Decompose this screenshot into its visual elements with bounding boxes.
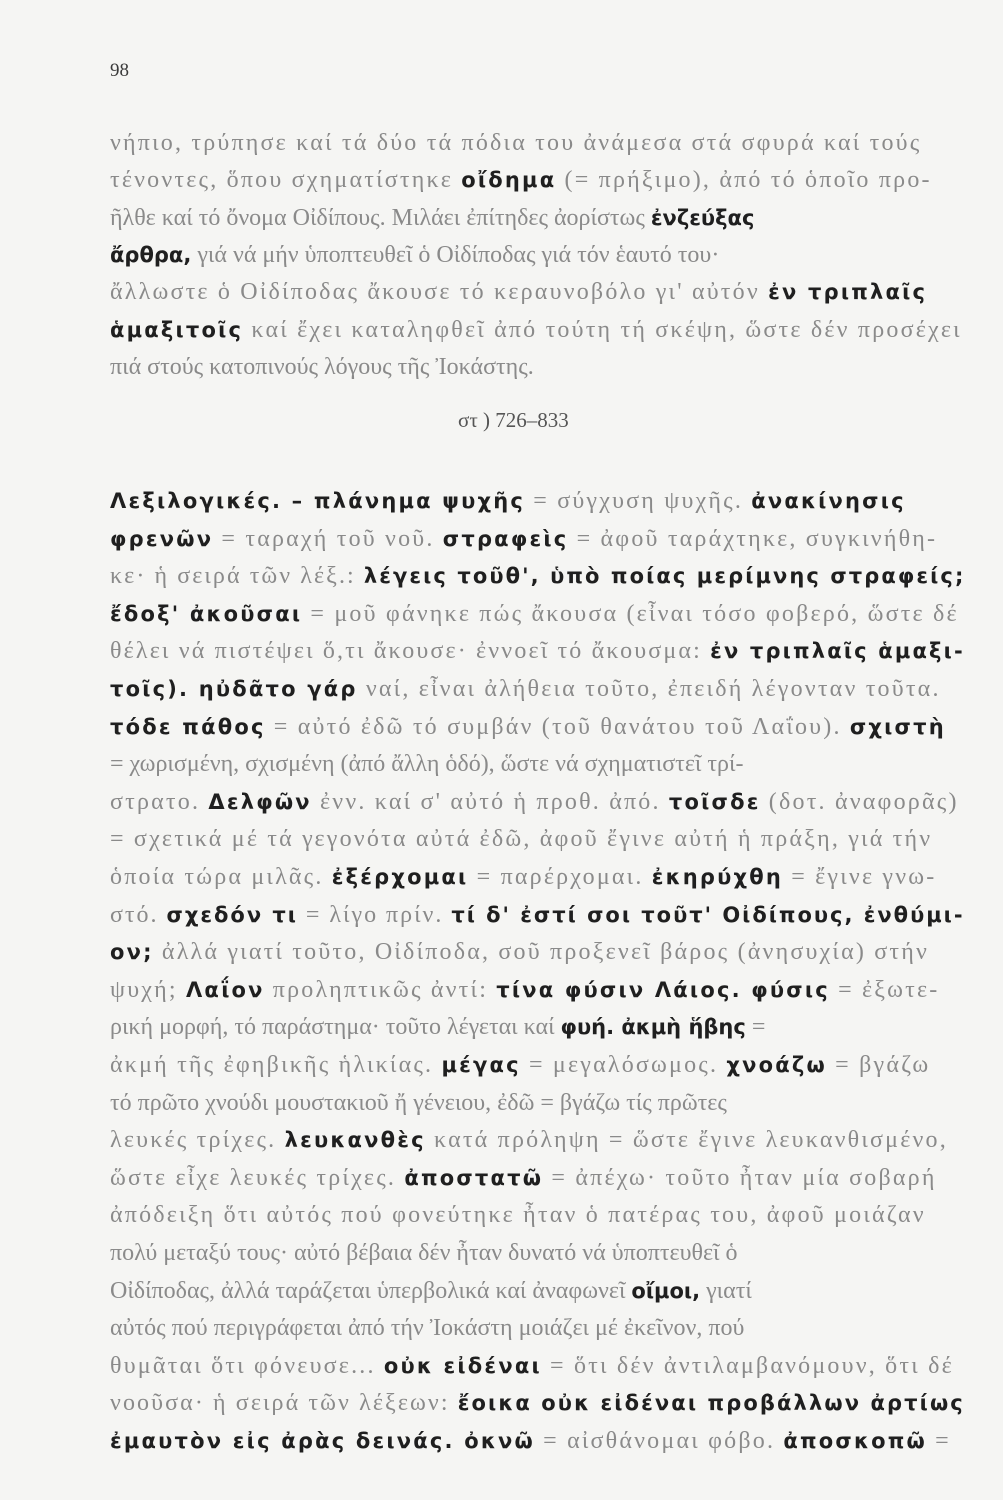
bold-term: φρενῶν: [110, 526, 214, 551]
text-line: [110, 1351, 954, 1381]
text-run: ἀπόδειξη ὅτι αὐτός πού φονεύτηκε ἦταν ὁ πατέρας του, ἀφοῦ μοιάζαν: [110, 1202, 926, 1229]
text-run: πιά στούς κατοπινούς λόγους τῆς Ἰοκάστης.: [110, 353, 534, 380]
text-run: λευκές τρίχες.: [110, 1127, 285, 1154]
bold-term: ἐν τριπλαῖς: [768, 280, 928, 305]
text-run: = μεγαλόσωμος.: [520, 1052, 727, 1078]
text-line: [110, 1388, 965, 1418]
text-run: ψυχή;: [110, 976, 186, 1003]
text-line: [110, 1050, 930, 1080]
text-run: = μοῦ φάνηκε πώς ἄκουσα (εἶναι τόσο φοβερό, ὥστε δέ: [302, 600, 959, 627]
text-line: [110, 937, 929, 967]
bold-term: μέγας: [441, 1053, 521, 1077]
bold-term: τοῖς). ηὐδᾶτο γάρ: [110, 677, 358, 701]
text-run: αὐτός πού περιγράφεται ἀπό τήν Ἰοκάστη μοιάζει μέ ἐκεῖνον, πού: [110, 1315, 745, 1342]
text-run: ῆλθε καί τό ὄνομα Οἰδίπους. Μιλάει ἐπίτηδες ἀορίστως: [110, 204, 651, 231]
page-number: 98: [110, 60, 129, 81]
text-run: = παρέρχομαι.: [468, 864, 652, 890]
text-line: [110, 1200, 926, 1230]
text-run: (= πρήξιμο), ἀπό τό ὁποῖο προ-: [556, 167, 932, 194]
text-line: [110, 277, 927, 307]
bold-term: στραφεὶς: [442, 526, 569, 551]
text-run: κε· ἡ σειρά τῶν λέξ.:: [110, 563, 364, 590]
text-run: προληπτικῶς ἀντί:: [264, 976, 497, 1003]
bold-term: ἀποστατῶ: [404, 1165, 544, 1190]
text-line: [110, 1125, 948, 1155]
text-run: Οἰδίποδας, ἀλλά ταράζεται ὑπερβολικά καί ἀναφωνεῖ: [110, 1277, 632, 1304]
text-run: τό πρῶτο χνούδι μουστακιοῦ ἤ γένειου, ἐδῶ = βγάζω τίς πρῶτες: [110, 1089, 727, 1116]
text-run: γιά νά μήν ὑποπτευθεῖ ὁ Οἰδίποδας γιά τόν ἑαυτό του·: [191, 241, 720, 268]
text-line: [110, 524, 937, 554]
text-run: γιατί: [700, 1277, 752, 1304]
text-run: = ἐξωτε-: [829, 976, 940, 1003]
bold-term: ἔδοξ' ἀκοῦσαι: [110, 601, 303, 626]
bold-term: ἐμαυτὸν εἰς ἀρὰς δεινάς. ὀκνῶ: [110, 1429, 535, 1453]
text-line: [110, 1163, 937, 1193]
text-run: = αὐτό ἐδῶ τό συμβάν (τοῦ θανάτου τοῦ Λαΐου).: [265, 713, 850, 740]
text-line: [110, 674, 941, 704]
text-run: = ὅτι δέν ἀντιλαμβανόμουν, ὅτι δέ: [541, 1352, 954, 1379]
text-run: νήπιο, τρύπησε καί τά δύο τά πόδια του ἀνάμεσα στά σφυρά καί τούς: [110, 130, 922, 156]
bold-term: Δελφῶν: [208, 789, 312, 814]
text-line: [110, 1276, 752, 1306]
bold-term: τίνα φύσιν Λάιος. φύσις: [496, 977, 830, 1002]
text-line: [110, 203, 754, 233]
text-line: [110, 1426, 951, 1456]
text-line: [110, 1012, 765, 1042]
text-run: ρική μορφή, τό παράστημα· τοῦτο λέγεται καί: [110, 1014, 561, 1041]
text-line: [110, 315, 962, 345]
bold-term: λευκανθὲς: [284, 1128, 426, 1153]
text-run: κατά πρόληψη = ὥστε ἔγινε λευκανθισμένο,: [425, 1127, 948, 1154]
text-run: ναί, εἶναι ἀλήθεια τοῦτο, ἐπειδή λέγονταν τοῦτα.: [357, 676, 941, 702]
bold-term: ἁμαξιτοῖς: [110, 317, 244, 342]
text-line: [110, 1238, 737, 1268]
bold-term: οὐκ εἰδέναι: [383, 1353, 542, 1378]
bold-term: ἀποσκοπῶ: [783, 1429, 927, 1453]
text-run: τένοντες, ὅπου σχηματίστηκε: [110, 167, 462, 194]
text-run: ἐνν. καί σ' αὐτό ἡ προθ. ἀπό.: [311, 788, 669, 815]
text-line: [110, 1313, 744, 1343]
text-line: [110, 862, 936, 892]
bold-term: σχεδόν τι: [166, 902, 298, 927]
text-run: = βγάζω: [826, 1052, 931, 1078]
bold-term: λέγεις τοῦθ', ὑπὸ ποίας μερίμνης στραφείς;: [363, 564, 966, 589]
text-line: [110, 636, 965, 666]
text-run: = ἀπέχω· τοῦτο ἦταν μία σοβαρή: [543, 1164, 937, 1191]
bold-term: τόδε πάθος: [110, 714, 266, 739]
text-run: ὥστε εἶχε λευκές τρίχες.: [110, 1164, 405, 1191]
text-run: = σχετικά μέ τά γεγονότα αὐτά ἐδῶ, ἀφοῦ ἔγινε αὐτή ἡ πράξη, γιά τήν: [110, 826, 933, 853]
bold-term: φυή. ἀκμὴ ἥβης: [560, 1015, 746, 1040]
text-run: ἀλλά γιατί τοῦτο, Οἰδίποδα, σοῦ προξενεῖ βάρος (ἀνησυχία) στήν: [153, 939, 930, 966]
text-run: = ἔγινε γνω-: [783, 864, 937, 890]
text-line: [110, 900, 965, 930]
text-line: [110, 749, 743, 779]
bold-term: χνοάζω: [726, 1053, 827, 1077]
bold-term: ἐνζεύξας: [650, 205, 755, 230]
text-run: = αἰσθάνομαι φόβο.: [534, 1428, 784, 1454]
text-run: =: [926, 1428, 951, 1454]
text-run: πολύ μεταξύ τους· αὐτό βέβαια δέν ἦταν δυνατό νά ὑποπτευθεῖ ὁ: [110, 1240, 738, 1266]
text-line: [110, 787, 959, 817]
text-run: καί ἔχει καταληφθεῖ ἀπό τούτη τή σκέψη, ὥστε δέν προσέχει: [243, 316, 962, 343]
bold-term: οἴμοι,: [631, 1278, 701, 1303]
text-run: ὁποία τώρα μιλᾶς.: [110, 864, 332, 890]
text-line: [110, 824, 932, 854]
bold-term: ἄρθρα,: [110, 242, 192, 267]
bold-term: ἀνακίνησις: [751, 489, 906, 513]
bold-term: τοῖσδε: [668, 789, 761, 814]
text-line: [110, 1088, 727, 1118]
text-run: = ἀφοῦ ταράχτηκε, συγκινήθη-: [568, 525, 938, 552]
section-heading: στ ) 726–833: [458, 408, 569, 432]
text-run: θέλει νά πιστέψει ὅ,τι ἄκουσε· ἐννοεῖ τό ἄκουσμα:: [110, 638, 711, 665]
bold-term: ἐκηρύχθη: [651, 865, 784, 889]
bold-term: σχιστὴ: [849, 714, 946, 739]
bold-term: τί δ' ἐστί σοι τοῦτ' Οἰδίπους, ἐνθύμι-: [451, 902, 965, 927]
text-run: = σύγχυση ψυχῆς.: [525, 488, 752, 514]
text-run: ἄλλωστε ὁ Οἰδίποδας ἄκουσε τό κεραυνοβόλο γι' αὐτόν: [110, 279, 769, 306]
text-line: [110, 712, 946, 742]
bold-term: οἴδημα: [461, 168, 557, 193]
text-line: [110, 599, 959, 629]
text-run: = ταραχή τοῦ νοῦ.: [213, 525, 443, 552]
text-line: [110, 128, 921, 158]
text-run: στό.: [110, 901, 167, 928]
text-run: στρατο.: [110, 788, 209, 815]
text-run: ἀκμή τῆς ἐφηβικῆς ἡλικίας.: [110, 1052, 442, 1078]
bold-term: Λεξιλογικές. – πλάνημα ψυχῆς: [110, 489, 526, 513]
bold-term: ἐν τριπλαῖς ἁμαξι-: [710, 639, 965, 664]
bold-term: ἐξέρχομαι: [331, 865, 469, 889]
text-line: [110, 240, 719, 270]
text-run: = χωρισμένη, σχισμένη (ἀπό ἄλλη ὁδό), ὥστε νά σχηματιστεῖ τρί-: [110, 751, 744, 778]
text-line: [110, 165, 932, 195]
bold-term: ον;: [110, 940, 154, 965]
text-line: [110, 486, 906, 516]
bold-term: ἔοικα οὐκ εἰδέναι προβάλλων ἀρτίως: [457, 1391, 965, 1416]
text-line: [110, 352, 534, 382]
text-run: =: [745, 1014, 766, 1041]
text-run: θυμᾶται ὅτι φόνευσε...: [110, 1352, 384, 1379]
bold-term: Λαΐον: [185, 977, 265, 1002]
text-line: [110, 975, 940, 1005]
text-run: νοοῦσα· ἡ σειρά τῶν λέξεων:: [110, 1390, 458, 1417]
text-run: (δοτ. ἀναφορᾶς): [760, 788, 959, 815]
text-line: [110, 561, 965, 591]
text-run: = λίγο πρίν.: [297, 901, 452, 928]
